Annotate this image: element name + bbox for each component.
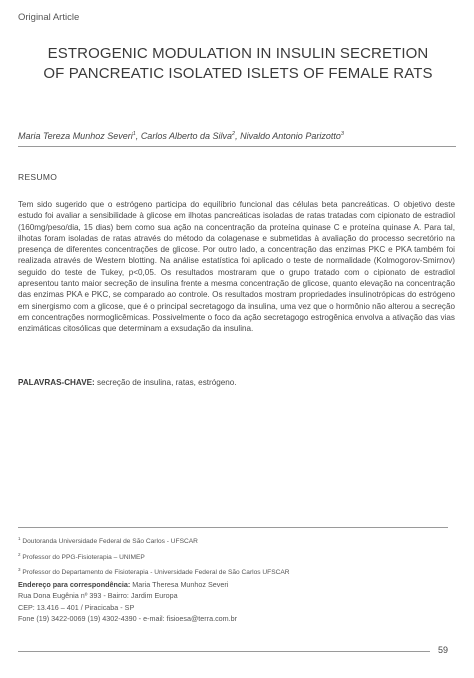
correspondence-block bbox=[18, 579, 448, 625]
footnote-item bbox=[18, 549, 448, 565]
keywords-label: PALAVRAS-CHAVE bbox=[18, 378, 93, 387]
footnote-marker: 2 bbox=[18, 551, 21, 557]
correspondence-cep: CEP: 13.416 – 401 / Piracicaba - SP bbox=[18, 602, 135, 612]
footnote-marker: 1 bbox=[18, 536, 21, 541]
correspondence-name: Maria Theresa Munhoz Severi bbox=[130, 580, 229, 589]
footnotes bbox=[18, 533, 448, 580]
footnote-text: Doutoranda Universidade Federal de São Carlos - UFSCAR bbox=[20, 538, 198, 546]
author-name: Maria Tereza Munhoz Severi bbox=[18, 131, 133, 141]
keywords-text: secreção de insulina, ratas, estrógeno. bbox=[94, 378, 237, 387]
author-list bbox=[18, 131, 458, 141]
keywords bbox=[18, 377, 455, 388]
footnote-text: Professor do PPG-Fisioterapia – UNIMEP bbox=[20, 553, 145, 561]
footnote-text: Professor do Departamento de Fisioterapia - Universidade Federal de São Carlos UFSCAR bbox=[20, 569, 290, 577]
article-title-line-1: ESTROGENIC MODULATION IN INSULIN SECRETION bbox=[47, 45, 429, 62]
abstract-heading: RESUMO bbox=[18, 172, 58, 182]
footnote-item bbox=[18, 533, 448, 549]
correspondence-address: Rua Dona Eugênia nº 393 - Bairro: Jardim Europa bbox=[18, 591, 178, 601]
section-label: Original Article bbox=[18, 12, 80, 23]
author-affiliation-marker: 1 bbox=[132, 131, 136, 137]
correspondence-line bbox=[18, 579, 448, 590]
author-name: Carlos Alberto da Silva bbox=[140, 131, 233, 141]
footnote-divider bbox=[18, 527, 448, 528]
correspondence-contact: Fone (19) 3422-0069 (19) 4302-4390 - e-mail: fisioesa@terra.com.br bbox=[18, 614, 238, 624]
author-name: Nivaldo Antonio Parizotto bbox=[240, 131, 341, 141]
article-title-line-2: OF PANCREATIC ISOLATED ISLETS OF FEMALE RATS bbox=[43, 65, 433, 82]
page-number: 59 bbox=[438, 645, 449, 655]
abstract-body: Tem sido sugerido que o estrógeno participa do equilíbrio funcional das células beta pancreáticas. O objetivo deste estudo foi avaliar a sensibilidade à glicose em ilhotas pancreáticas isoladas de ratas tratadas com cipionato de estradiol (160mg/peso/dia, 15 dias) bem como sua ação na concentração da proteína quinase C e proteína quinase A. Para tal, ilhotas foram isoladas de ratas através do método da colagenase e submetidas à avaliação do processo secretório na presença de diferentes concentrações de glicose. Por outro lado, a concentração das enzimas PKC e PKA também foi realizada através de Western blotting. Na análise estatística foi aplicado o teste de normalidade (Kolmogorov-Smirnov) seguido do teste de Tukey, p<0,05. Os resultados mostraram que o grupo tratado com o cipionato de estradiol apresentou tanto maior secreção de insulina frente a mesma concentração de glicose, quanto elevação na concentração das enzimas PKA e PKC, se comparado ao controle. Os resultados mostram propriedades insulinotrópicas do estrógeno em sinergismo com a glicose, que é o principal secretagogo da insulina, uma vez que o hormônio não alterou a secreção em concentrações normoglicêmicas. Possivelmente o foco da ação secretagogo estrogênica envolva a ativação das vias enzimáticas citosólicas que determinam a exsudação da insulina. bbox=[18, 200, 455, 334]
header-divider bbox=[18, 146, 456, 147]
author-affiliation-marker: 3 bbox=[340, 131, 344, 137]
footnote-marker: 3 bbox=[18, 567, 21, 573]
author-separator: , bbox=[235, 131, 241, 141]
keywords-separator: : bbox=[92, 378, 95, 387]
author-affiliation-marker: 2 bbox=[232, 131, 236, 137]
article-title bbox=[18, 44, 458, 84]
correspondence-label: Endereço para correspondência: bbox=[18, 580, 131, 589]
footnote-item bbox=[18, 564, 448, 580]
footer-divider bbox=[18, 651, 430, 652]
author-separator: , bbox=[135, 131, 141, 141]
